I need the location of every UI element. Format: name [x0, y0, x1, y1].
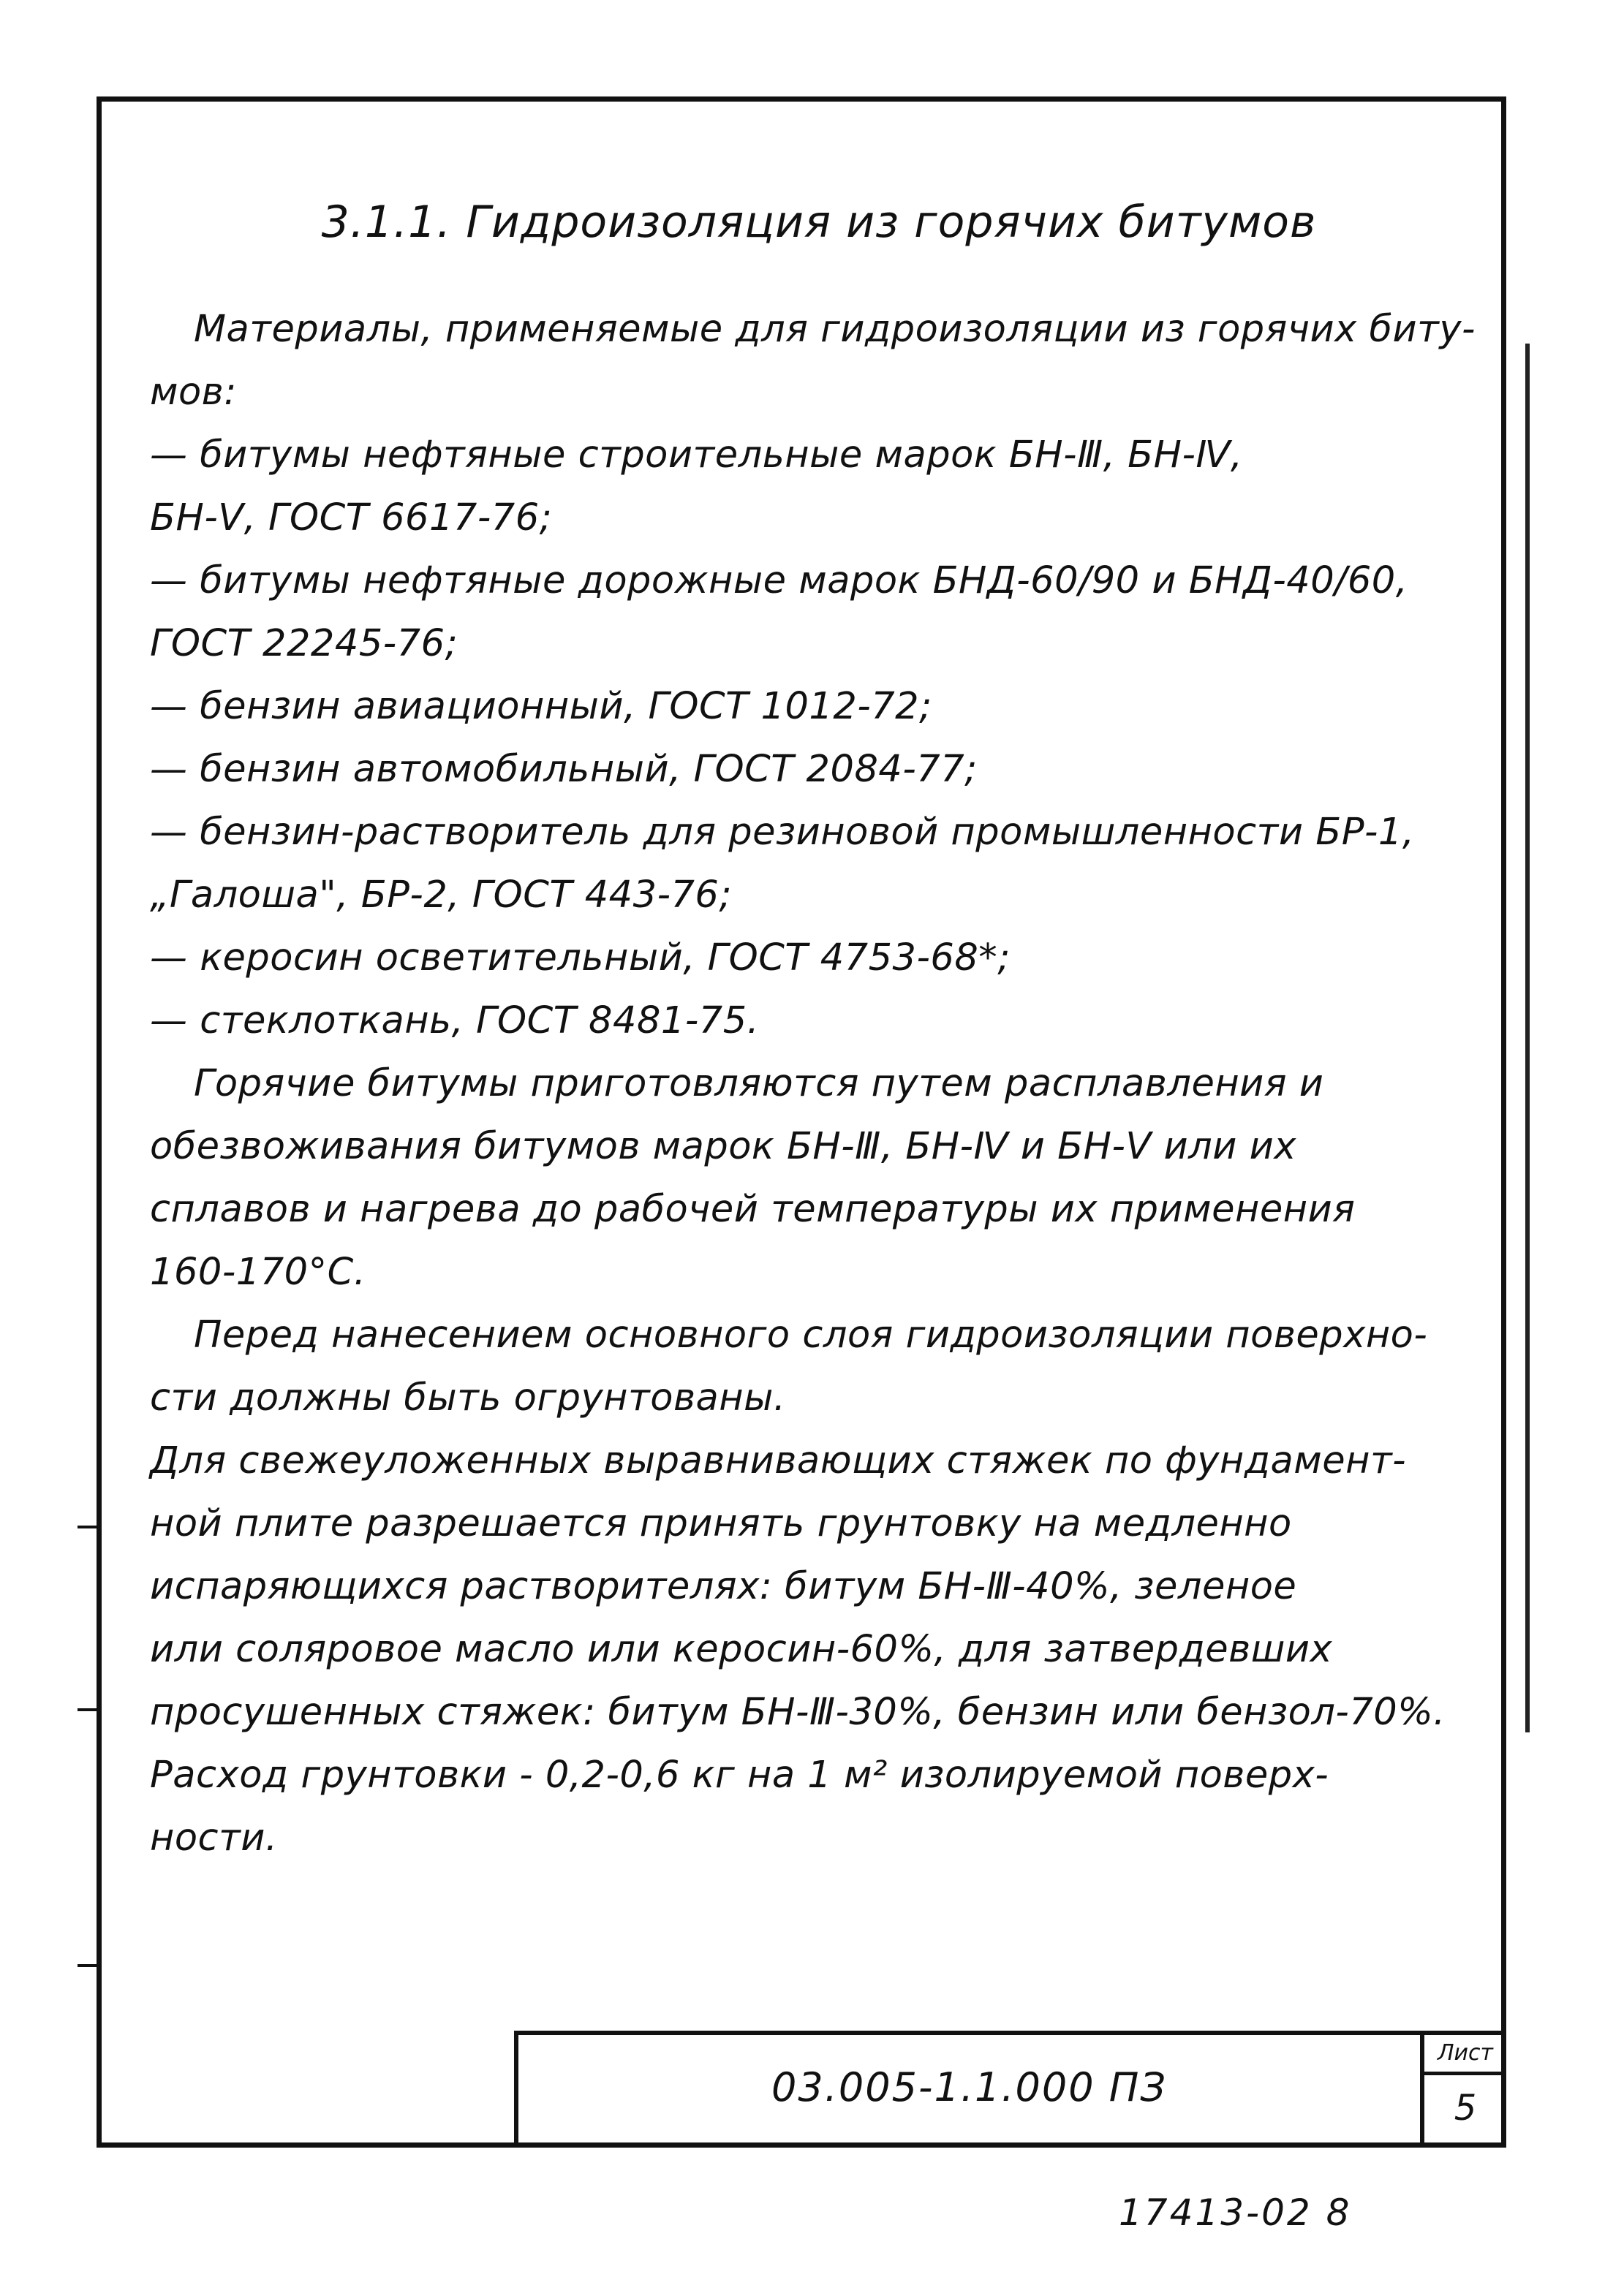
document-code: 03.005-1.1.000 ПЗ	[771, 2064, 1167, 2110]
text-line: мов:	[150, 371, 237, 414]
text-line: — битумы нефтяные строительные марок БН-Ⅲ, БН-Ⅳ,	[150, 433, 1243, 477]
text-line: просушенных стяжек: битум БН-Ⅲ-30%, бензин или бензол-70%.	[150, 1691, 1446, 1734]
title-block	[514, 2031, 1506, 2148]
text-line: или соляровое масло или керосин-60%, для затвердевших	[150, 1628, 1333, 1671]
text-line: ГОСТ 22245-76;	[150, 622, 458, 665]
text-line: — бензин автомобильный, ГОСТ 2084-77;	[150, 748, 978, 791]
sheet-label: Лист	[1424, 2035, 1506, 2075]
frame-edge-shadow	[1525, 344, 1530, 1732]
text-line: БН-Ⅴ, ГОСТ 6617-76;	[150, 496, 553, 539]
text-line: Расход грунтовки - 0,2-0,6 кг на 1 м² изолируемой поверх-	[150, 1754, 1329, 1797]
archive-number: 17413-02 8	[1119, 2191, 1352, 2234]
text-line: обезвоживания битумов марок БН-Ⅲ, БН-Ⅳ и БН-Ⅴ или их	[150, 1125, 1296, 1168]
text-line: — бензин авиационный, ГОСТ 1012-72;	[150, 685, 932, 728]
text-line: Горячие битумы приготовляются путем расплавления и	[194, 1062, 1324, 1105]
text-line: Материалы, применяемые для гидроизоляции из горячих биту-	[194, 308, 1476, 351]
text-line: — битумы нефтяные дорожные марок БНД-60/90 и БНД-40/60,	[150, 559, 1408, 602]
text-line: — бензин-растворитель для резиновой промышленности БР-1,	[150, 811, 1415, 854]
text-line: ности.	[150, 1816, 278, 1860]
sheet-number: 5	[1454, 2088, 1477, 2129]
text-line: сти должны быть огрунтованы.	[150, 1376, 786, 1420]
text-line: Для свежеуложенных выравнивающих стяжек по фундамент-	[150, 1439, 1407, 1482]
section-title: 3.1.1. Гидроизоляция из горячих битумов	[321, 197, 1317, 248]
text-line: испаряющихся растворителях: битум БН-Ⅲ-40%, зеленое	[150, 1565, 1297, 1608]
binding-tick	[78, 1708, 98, 1711]
sheet-cell	[1420, 2035, 1506, 2148]
text-line: 160-170°С.	[150, 1251, 366, 1294]
text-line: — керосин осветительный, ГОСТ 4753-68*;	[150, 936, 1011, 980]
text-line: — стеклоткань, ГОСТ 8481-75.	[150, 999, 760, 1042]
text-line: ной плите разрешается принять грунтовку на медленно	[150, 1502, 1292, 1545]
binding-tick	[78, 1964, 98, 1967]
text-line: Перед нанесением основного слоя гидроизоляции поверхно-	[194, 1314, 1428, 1357]
binding-tick	[78, 1526, 98, 1528]
text-line: „Галоша", БР-2, ГОСТ 443-76;	[150, 874, 733, 917]
document-body	[150, 164, 1488, 1870]
text-line: сплавов и нагрева до рабочей температуры их применения	[150, 1188, 1356, 1231]
